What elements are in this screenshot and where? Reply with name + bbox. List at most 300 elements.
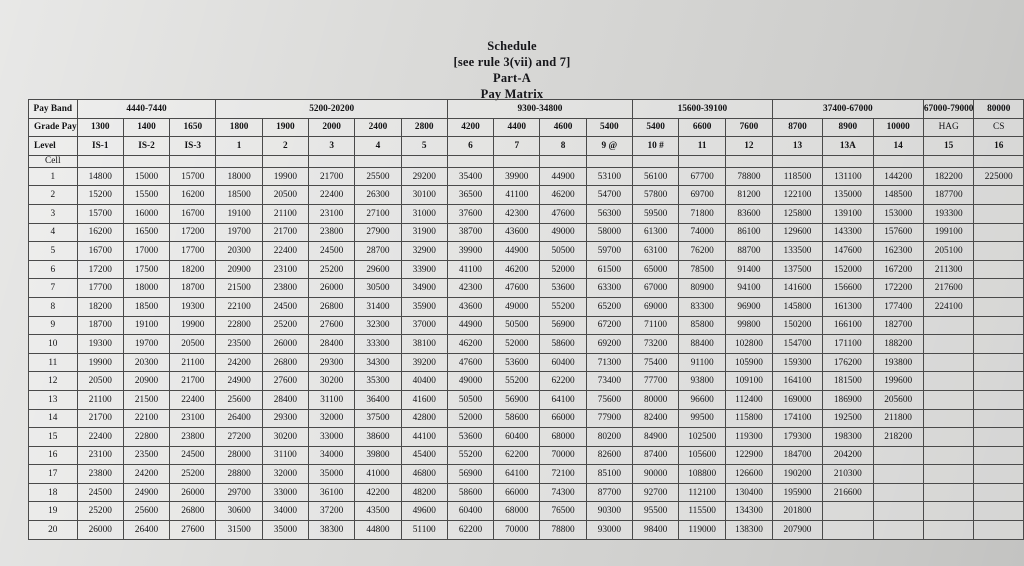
document-title-block [0,38,1024,102]
pay-cell-empty [974,372,1024,391]
pay-cell-empty [873,521,923,540]
pay-cell: 23100 [170,409,216,428]
table-row [29,390,1024,409]
grade-pay-header: 8700 [772,118,822,137]
pay-cell: 41100 [447,260,493,279]
pay-cell: 30600 [216,502,262,521]
pay-cell: 46200 [540,186,586,205]
pay-cell: 102800 [726,335,773,354]
pay-cell: 17500 [123,260,169,279]
pay-cell: 91100 [679,353,726,372]
table-row [29,279,1024,298]
cell-header-spacer [823,155,873,167]
pay-cell: 60400 [447,502,493,521]
cell-index: 14 [29,409,78,428]
pay-cell: 154700 [772,335,822,354]
pay-cell: 39800 [355,446,401,465]
pay-cell: 156600 [823,279,873,298]
grade-pay-header: 1900 [262,118,308,137]
pay-cell: 204200 [823,446,873,465]
level-header: 16 [974,137,1024,156]
pay-cell: 23800 [309,223,355,242]
pay-cell: 192500 [823,409,873,428]
pay-cell: 78800 [540,521,586,540]
pay-cell: 17200 [170,223,216,242]
pay-cell: 80000 [632,390,678,409]
pay-cell: 33000 [309,428,355,447]
pay-cell: 34900 [401,279,447,298]
pay-cell: 176200 [823,353,873,372]
pay-cell: 38100 [401,335,447,354]
pay-cell: 119300 [726,428,773,447]
pay-cell: 38300 [309,521,355,540]
pay-band-header-row [29,100,1024,119]
pay-cell: 24500 [77,483,123,502]
pay-cell: 78800 [726,167,773,186]
pay-cell: 17700 [170,242,216,261]
cell-index: 15 [29,428,78,447]
level-header: 14 [873,137,923,156]
pay-cell: 66000 [494,483,540,502]
pay-cell: 39900 [494,167,540,186]
pay-cell: 105900 [726,353,773,372]
pay-cell: 40400 [401,372,447,391]
pay-cell: 47600 [447,353,493,372]
cell-header-spacer [216,155,262,167]
table-row [29,521,1024,540]
pay-cell: 23100 [262,260,308,279]
pay-cell: 73400 [586,372,632,391]
pay-cell: 20500 [77,372,123,391]
pay-cell: 29700 [216,483,262,502]
pay-cell: 102500 [679,428,726,447]
pay-cell: 188200 [873,335,923,354]
pay-cell-empty [974,223,1024,242]
pay-cell-empty [873,502,923,521]
pay-cell: 19900 [170,316,216,335]
pay-cell: 73200 [632,335,678,354]
grade-pay-header: 2000 [309,118,355,137]
pay-cell: 15700 [77,204,123,223]
pay-cell: 167200 [873,260,923,279]
pay-cell: 59700 [586,242,632,261]
cell-header-spacer [726,155,773,167]
pay-cell: 157600 [873,223,923,242]
row-label-pay-band: Pay Band [29,100,78,119]
grade-pay-header-row [29,118,1024,137]
pay-cell: 28700 [355,242,401,261]
cell-header-spacer [632,155,678,167]
pay-cell: 72100 [540,465,586,484]
cell-index: 12 [29,372,78,391]
pay-cell: 41600 [401,390,447,409]
pay-cell: 48200 [401,483,447,502]
pay-cell: 32000 [262,465,308,484]
grade-pay-header: 2400 [355,118,401,137]
pay-cell: 67000 [632,279,678,298]
grade-pay-header: 1400 [123,118,169,137]
pay-cell: 53600 [540,279,586,298]
pay-cell: 179300 [772,428,822,447]
pay-cell: 171100 [823,335,873,354]
pay-cell: 32300 [355,316,401,335]
grade-pay-header: 8900 [823,118,873,137]
pay-cell: 24200 [123,465,169,484]
pay-cell: 92700 [632,483,678,502]
pay-cell-empty [923,465,974,484]
pay-cell: 162300 [873,242,923,261]
pay-cell: 58600 [447,483,493,502]
pay-cell: 84900 [632,428,678,447]
cell-header-spacer [923,155,974,167]
level-header: 1 [216,137,262,156]
pay-cell: 34000 [309,446,355,465]
pay-cell: 62200 [447,521,493,540]
level-header: 9 @ [586,137,632,156]
pay-cell: 31100 [262,446,308,465]
cell-index: 16 [29,446,78,465]
pay-cell: 90300 [586,502,632,521]
pay-cell: 182200 [923,167,974,186]
pay-cell: 26800 [170,502,216,521]
pay-cell: 24900 [123,483,169,502]
pay-cell: 56900 [447,465,493,484]
pay-cell-empty [923,335,974,354]
pay-cell: 19700 [216,223,262,242]
pay-cell: 42200 [355,483,401,502]
pay-cell: 56900 [540,316,586,335]
pay-cell: 31000 [401,204,447,223]
pay-cell-empty [974,186,1024,205]
pay-cell: 44900 [540,167,586,186]
cell-header-spacer [540,155,586,167]
level-header: IS-3 [170,137,216,156]
pay-cell: 112400 [726,390,773,409]
pay-cell: 21700 [170,372,216,391]
pay-cell: 33000 [262,483,308,502]
pay-cell: 130400 [726,483,773,502]
pay-cell: 43600 [494,223,540,242]
cell-header-spacer [123,155,169,167]
pay-cell: 22100 [216,297,262,316]
pay-cell: 54700 [586,186,632,205]
cell-index: 5 [29,242,78,261]
pay-band-header: 9300-34800 [447,100,632,119]
pay-cell: 31400 [355,297,401,316]
pay-cell: 17200 [77,260,123,279]
pay-cell: 148500 [873,186,923,205]
pay-cell: 28400 [309,335,355,354]
pay-cell: 24500 [170,446,216,465]
pay-cell: 53600 [494,353,540,372]
pay-cell-empty [974,428,1024,447]
pay-cell: 24900 [216,372,262,391]
pay-cell-empty [923,409,974,428]
pay-cell: 18500 [216,186,262,205]
table-row [29,167,1024,186]
pay-cell: 22100 [123,409,169,428]
pay-cell: 182700 [873,316,923,335]
pay-cell: 166100 [823,316,873,335]
pay-cell: 14800 [77,167,123,186]
pay-cell: 134300 [726,502,773,521]
table-row [29,428,1024,447]
pay-cell-empty [974,297,1024,316]
pay-cell: 56300 [586,204,632,223]
pay-cell: 69200 [586,335,632,354]
pay-cell-empty [923,372,974,391]
pay-cell: 57800 [632,186,678,205]
grade-pay-header: 1300 [77,118,123,137]
pay-cell: 16200 [77,223,123,242]
level-header: 7 [494,137,540,156]
pay-cell: 23800 [77,465,123,484]
pay-cell: 50500 [494,316,540,335]
pay-cell: 19300 [170,297,216,316]
pay-cell: 26800 [309,297,355,316]
pay-cell: 52000 [540,260,586,279]
pay-band-header: 4440-7440 [77,100,216,119]
pay-cell: 26400 [216,409,262,428]
cell-header-spacer [873,155,923,167]
table-row [29,297,1024,316]
pay-cell: 20300 [216,242,262,261]
grade-pay-header: 2800 [401,118,447,137]
pay-cell: 141600 [772,279,822,298]
pay-cell: 19100 [216,204,262,223]
pay-cell: 21100 [262,204,308,223]
pay-cell: 24500 [262,297,308,316]
table-row [29,204,1024,223]
pay-cell: 133500 [772,242,822,261]
pay-cell: 76200 [679,242,726,261]
grade-pay-header: 10000 [873,118,923,137]
title-line-part: Part-A [493,71,531,85]
pay-cell: 19100 [123,316,169,335]
pay-cell: 77700 [632,372,678,391]
pay-cell: 49600 [401,502,447,521]
cell-index: 11 [29,353,78,372]
pay-cell: 33900 [401,260,447,279]
pay-cell: 70000 [494,521,540,540]
pay-cell: 60400 [494,428,540,447]
pay-cell-empty [974,502,1024,521]
pay-cell: 37600 [447,204,493,223]
pay-cell: 131100 [823,167,873,186]
pay-cell: 66000 [540,409,586,428]
pay-cell: 50500 [447,390,493,409]
pay-cell: 26400 [123,521,169,540]
pay-cell: 18000 [216,167,262,186]
pay-cell: 211300 [923,260,974,279]
pay-cell: 207900 [772,521,822,540]
pay-cell: 38700 [447,223,493,242]
cell-index: 9 [29,316,78,335]
level-header: 5 [401,137,447,156]
pay-cell-empty [923,390,974,409]
pay-cell: 71800 [679,204,726,223]
pay-cell: 88400 [679,335,726,354]
pay-cell: 88700 [726,242,773,261]
grade-pay-header: 5400 [586,118,632,137]
pay-cell: 32900 [401,242,447,261]
pay-cell: 74000 [679,223,726,242]
pay-cell: 21700 [77,409,123,428]
pay-cell: 43600 [447,297,493,316]
pay-cell: 94100 [726,279,773,298]
pay-cell-empty [974,242,1024,261]
pay-cell: 99800 [726,316,773,335]
pay-cell: 15500 [123,186,169,205]
pay-cell: 26000 [309,279,355,298]
pay-cell-empty [974,316,1024,335]
pay-cell: 181500 [823,372,873,391]
level-header: 11 [679,137,726,156]
pay-cell: 29300 [309,353,355,372]
level-header: 15 [923,137,974,156]
level-header: 10 # [632,137,678,156]
pay-cell: 174100 [772,409,822,428]
pay-cell: 35900 [401,297,447,316]
pay-cell-empty [974,260,1024,279]
cell-index: 7 [29,279,78,298]
grade-pay-header: 4600 [540,118,586,137]
pay-cell: 198300 [823,428,873,447]
pay-cell: 91400 [726,260,773,279]
pay-cell-empty [823,521,873,540]
pay-cell: 32000 [309,409,355,428]
pay-band-header: 5200-20200 [216,100,447,119]
pay-cell: 19900 [262,167,308,186]
pay-cell: 193800 [873,353,923,372]
pay-cell: 138300 [726,521,773,540]
pay-cell: 76500 [540,502,586,521]
cell-header-spacer [401,155,447,167]
pay-cell: 16000 [123,204,169,223]
pay-cell: 23100 [77,446,123,465]
table-row [29,409,1024,428]
pay-cell: 33300 [355,335,401,354]
pay-cell: 49000 [540,223,586,242]
pay-cell-empty [974,483,1024,502]
pay-cell: 125800 [772,204,822,223]
pay-cell-empty [974,204,1024,223]
pay-cell: 80200 [586,428,632,447]
pay-cell-empty [923,521,974,540]
pay-cell: 30100 [401,186,447,205]
pay-cell: 29300 [262,409,308,428]
pay-band-header: 67000-79000 [923,100,974,119]
cell-index: 2 [29,186,78,205]
pay-cell: 19900 [77,353,123,372]
table-row [29,353,1024,372]
pay-cell: 21700 [309,167,355,186]
pay-cell: 105600 [679,446,726,465]
pay-cell: 30200 [309,372,355,391]
pay-cell: 52000 [447,409,493,428]
pay-cell: 25200 [262,316,308,335]
pay-cell: 25600 [123,502,169,521]
pay-cell: 115800 [726,409,773,428]
table-row [29,316,1024,335]
pay-cell-empty [974,335,1024,354]
pay-cell: 224100 [923,297,974,316]
row-label-level: Level [29,137,78,156]
cs-header: CS [974,118,1024,137]
pay-cell: 18000 [123,279,169,298]
pay-cell: 41000 [355,465,401,484]
pay-cell: 195900 [772,483,822,502]
pay-cell: 21100 [77,390,123,409]
pay-cell: 38600 [355,428,401,447]
pay-cell: 58600 [540,335,586,354]
pay-cell: 44100 [401,428,447,447]
row-label-cell: Cell [29,155,78,167]
pay-cell: 20300 [123,353,169,372]
level-header: 13 [772,137,822,156]
pay-cell: 19700 [123,335,169,354]
pay-cell: 85100 [586,465,632,484]
pay-cell: 30200 [262,428,308,447]
pay-band-header: 15600-39100 [632,100,772,119]
pay-cell: 86100 [726,223,773,242]
pay-cell: 187700 [923,186,974,205]
pay-cell: 137500 [772,260,822,279]
cell-index: 10 [29,335,78,354]
pay-cell: 217600 [923,279,974,298]
pay-cell: 118500 [772,167,822,186]
pay-cell: 169000 [772,390,822,409]
pay-cell: 25200 [170,465,216,484]
pay-cell: 63300 [586,279,632,298]
grade-pay-header: 1650 [170,118,216,137]
pay-cell: 44900 [494,242,540,261]
level-header: 12 [726,137,773,156]
pay-cell-empty [974,279,1024,298]
pay-cell: 35000 [309,465,355,484]
pay-cell: 21500 [216,279,262,298]
pay-cell: 35300 [355,372,401,391]
cell-index: 17 [29,465,78,484]
grade-pay-header: 7600 [726,118,773,137]
pay-cell: 22800 [123,428,169,447]
pay-cell: 37500 [355,409,401,428]
pay-cell: 64100 [540,390,586,409]
pay-cell: 59500 [632,204,678,223]
pay-cell: 87400 [632,446,678,465]
pay-cell: 68000 [540,428,586,447]
pay-cell: 26000 [77,521,123,540]
cell-header-spacer [772,155,822,167]
pay-cell: 193300 [923,204,974,223]
cell-index: 20 [29,521,78,540]
pay-cell: 26000 [262,335,308,354]
pay-cell: 96900 [726,297,773,316]
pay-cell: 39900 [447,242,493,261]
pay-cell: 42800 [401,409,447,428]
pay-cell: 55200 [494,372,540,391]
pay-cell: 56900 [494,390,540,409]
pay-matrix-table [28,99,1024,540]
cell-label-row [29,155,1024,167]
cell-header-spacer [447,155,493,167]
pay-cell: 218200 [873,428,923,447]
pay-cell: 205600 [873,390,923,409]
pay-cell: 225000 [974,167,1024,186]
pay-cell: 15000 [123,167,169,186]
pay-cell: 150200 [772,316,822,335]
pay-cell: 82400 [632,409,678,428]
